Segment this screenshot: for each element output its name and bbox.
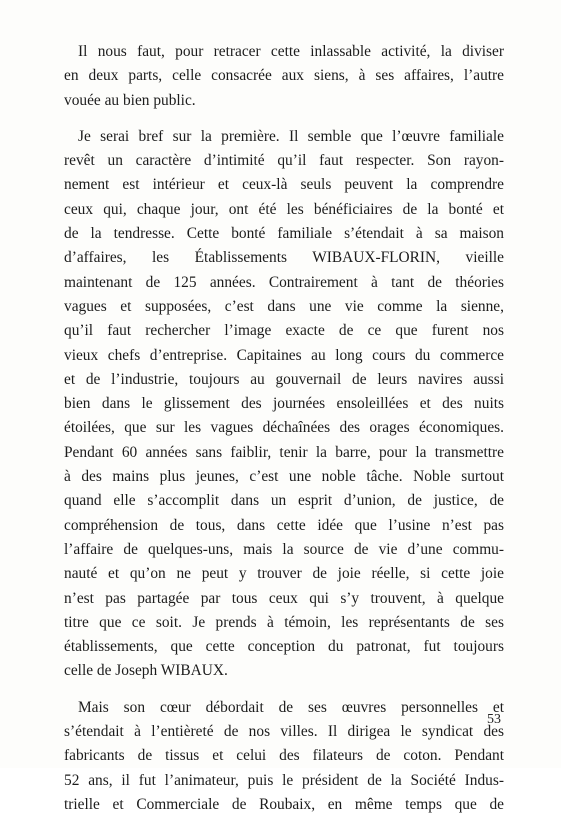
text-line: trielle et Commerciale de Roubaix, en même temps que de — [64, 795, 504, 813]
text-line: à des mains plus jeunes, c’est une noble tâche. Noble surtout — [64, 468, 504, 486]
text-line: étoilées, que sur les vagues déchaînées des orages économiques. — [64, 419, 504, 437]
text-line: nement est intérieur et ceux-là seuls peuvent la comprendre — [64, 176, 504, 194]
page-number: 53 — [487, 712, 501, 727]
text-line: bien dans le glissement des journées ensoleillées et des nuits — [64, 395, 504, 413]
body-text — [64, 40, 504, 829]
text-line: vagues et supposées, c’est dans une vie comme la sienne, — [64, 297, 504, 315]
text-line: celle de Joseph WIBAUX. — [64, 662, 228, 680]
paragraph-1 — [64, 40, 504, 113]
text-line: fabricants de tissus et celui des filateurs de coton. Pendant — [64, 747, 504, 765]
text-line: d’affaires, les Établissements WIBAUX-FLORIN, vieille — [64, 249, 504, 267]
text-line: maintenant de 125 années. Contrairement à tant de théories — [64, 273, 504, 291]
text-line: l’affaire de quelques-uns, mais la source de vie d’une commu- — [64, 540, 504, 558]
paragraph-2 — [64, 125, 504, 684]
text-line: Il nous faut, pour retracer cette inlassable activité, la diviser — [78, 43, 504, 60]
text-line: établissements, que cette conception du patronat, fut toujours — [64, 638, 504, 656]
text-line: Mais son cœur débordait de ses œuvres personnelles et — [78, 698, 504, 716]
text-line: n’est pas partagée par tous ceux qui s’y trouvent, à quelque — [64, 589, 504, 607]
text-line: qu’il faut rechercher l’image exacte de ce que furent nos — [64, 322, 504, 340]
text-line: nauté et qu’on ne peut y trouver de joie réelle, si cette joie — [64, 565, 504, 583]
text-line: titre que ce soit. Je prends à témoin, les représentants de ses — [64, 613, 504, 631]
paragraph-3 — [64, 696, 504, 817]
text-line: 52 ans, il fut l’animateur, puis le président de la Société Indus- — [64, 771, 504, 789]
text-line: en deux parts, celle consacrée aux siens, à ses affaires, l’autre — [64, 67, 504, 85]
text-line: revêt un caractère d’intimité qu’il faut respecter. Son rayon- — [64, 152, 504, 170]
text-line: vouée au bien public. — [64, 91, 196, 109]
text-line: et de l’industrie, toujours au gouvernail de leurs navires aussi — [64, 370, 504, 388]
text-line: de la tendresse. Cette bonté familiale s’étendait à sa maison — [64, 225, 504, 243]
text-line: Je serai bref sur la première. Il semble que l’œuvre familiale — [78, 127, 504, 145]
text-line: compréhension de tous, dans cette idée que l’usine n’est pas — [64, 516, 504, 534]
text-line: vieux chefs d’entreprise. Capitaines au long cours du commerce — [64, 346, 504, 364]
text-line: quand elle s’accomplit dans un esprit d’union, de justice, de — [64, 492, 504, 510]
text-line: s’étendait à l’entièreté de nos villes. Il dirigea le syndicat des — [64, 723, 504, 741]
text-line: Pendant 60 années sans faiblir, tenir la barre, pour la transmettre — [64, 443, 504, 461]
text-line: ceux qui, chaque jour, ont été les bénéficiaires de la bonté et — [64, 200, 504, 218]
